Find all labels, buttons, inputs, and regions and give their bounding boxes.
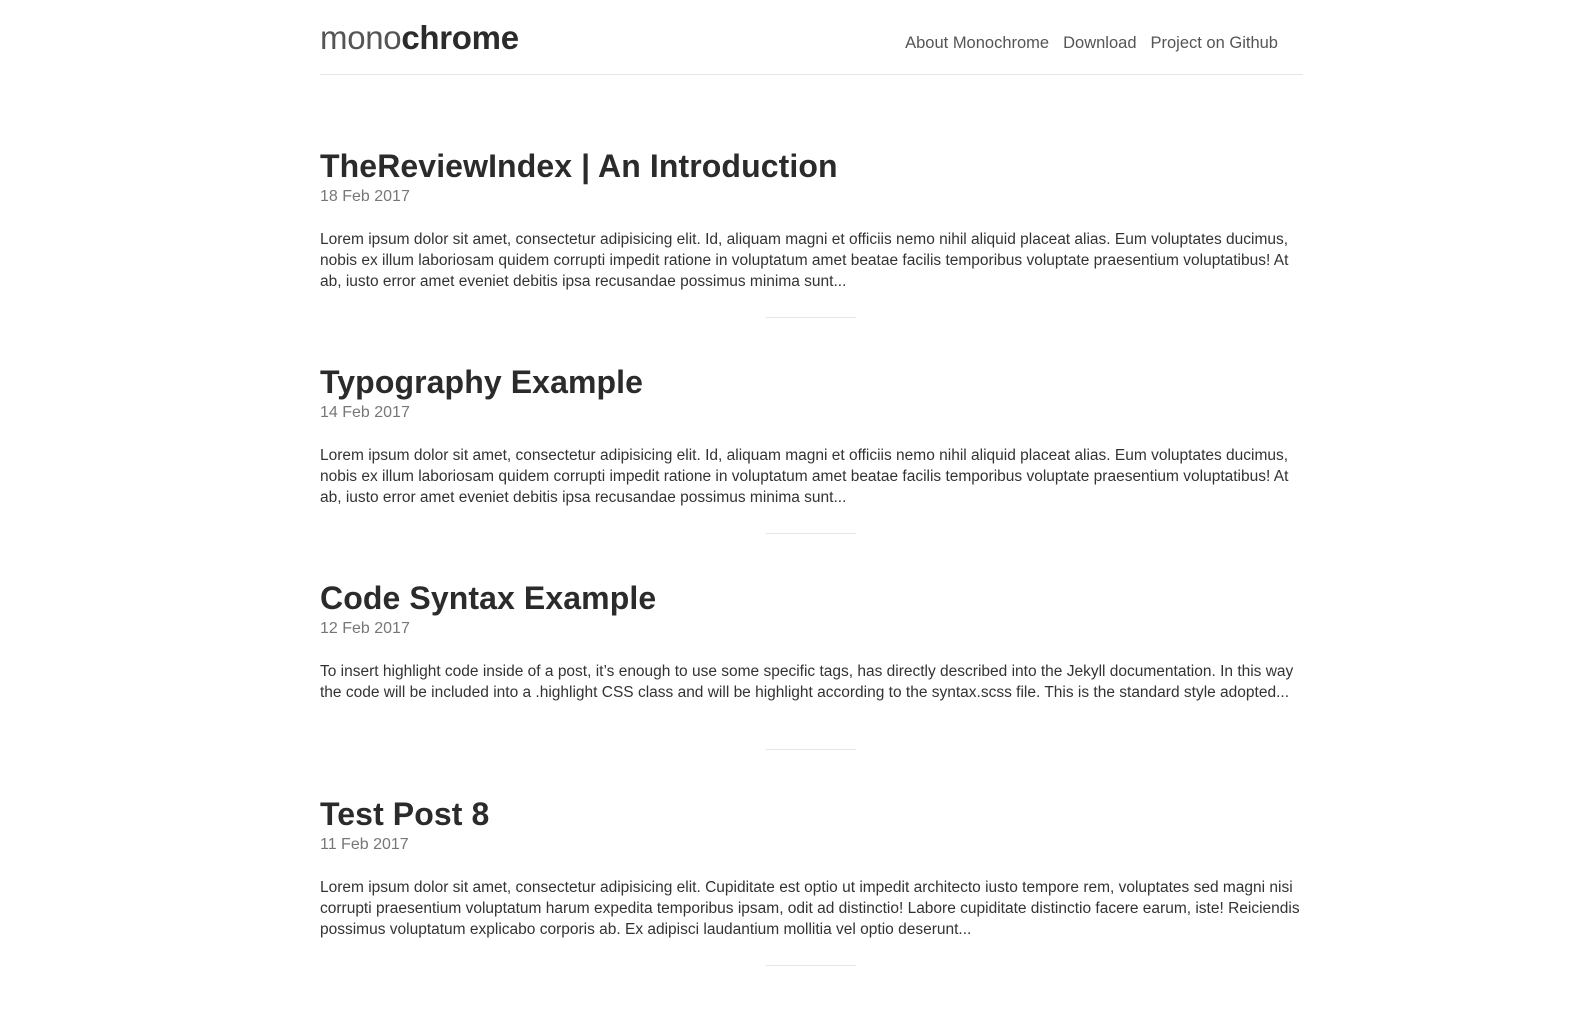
post-list	[320, 147, 1303, 1011]
post-divider	[766, 965, 856, 966]
post-excerpt: Lorem ipsum dolor sit amet, consectetur adipisicing elit. Id, aliquam magni et officiis nemo nihil aliquid placeat alias. Eum voluptates ducimus, nobis ex illum laboriosam quidem corrupti impedit ratione in voluptatum amet beatae facilis temporibus voluptate praesentium voluptatibus! At ab, iusto error amet eveniet debitis ipsa recusandae possimus minima sunt...	[320, 231, 1289, 290]
post-divider	[766, 317, 856, 318]
logo-light-text: mono	[320, 19, 402, 56]
post-divider	[766, 533, 856, 534]
main-nav	[905, 32, 1278, 54]
post-date: 12 Feb 2017	[320, 620, 410, 637]
post-title-link[interactable]: TheReviewIndex | An Introduction	[320, 148, 838, 184]
post-title-link[interactable]: Code Syntax Example	[320, 580, 657, 616]
nav-link-about[interactable]: About Monochrome	[905, 34, 1050, 52]
post-divider	[766, 749, 856, 750]
site-logo[interactable]	[320, 18, 519, 58]
post-excerpt: Lorem ipsum dolor sit amet, consectetur adipisicing elit. Id, aliquam magni et officiis nemo nihil aliquid placeat alias. Eum voluptates ducimus, nobis ex illum laboriosam quidem corrupti impedit ratione in voluptatum amet beatae facilis temporibus voluptate praesentium voluptatibus! At ab, iusto error amet eveniet debitis ipsa recusandae possimus minima sunt...	[320, 447, 1289, 506]
post-excerpt: Lorem ipsum dolor sit amet, consectetur adipisicing elit. Cupiditate est optio ut impedit architecto iusto tempore rem, voluptates sed magni nisi corrupti praesentium voluptatum harum expedita temporibus ipsam, odit ad distinctio! Labore cupiditate distinctio facere earum, iste! Reiciendis possimus voluptatum explicabo corporis ab. Ex adipisci laudantium mollitia vel optio deserunt...	[320, 879, 1300, 938]
post-item	[320, 147, 1303, 363]
post-date: 11 Feb 2017	[320, 836, 409, 853]
post-excerpt: To insert highlight code inside of a post, it’s enough to use some specific tags, has directly described into the Jekyll documentation. In this way the code will be included into a .highlight CSS class and will be highlight according to the syntax.scss file. This is the standard style adopted...	[320, 663, 1294, 701]
post-date: 14 Feb 2017	[320, 404, 410, 421]
post-date: 18 Feb 2017	[320, 188, 410, 205]
site-header	[320, 0, 1303, 75]
nav-link-download[interactable]: Download	[1063, 34, 1137, 52]
post-item	[320, 363, 1303, 579]
post-title-link[interactable]: Typography Example	[320, 364, 644, 400]
post-item	[320, 579, 1303, 795]
post-title-link[interactable]: Test Post 8	[320, 796, 490, 832]
nav-link-github[interactable]: Project on Github	[1150, 34, 1278, 52]
logo-bold-text: chrome	[401, 19, 519, 56]
page-container	[320, 0, 1303, 1011]
